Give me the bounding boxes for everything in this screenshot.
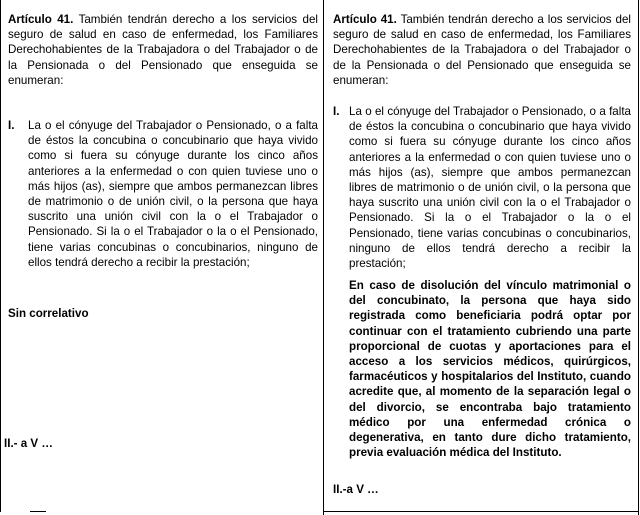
right-article-text: También tendrán derecho a los servicios del seguro de salud en caso de enfermedad, los Familiares Derechohabientes de la Trabajadora o del Trabajador o de la Pensionada o del Pensionado que enseguida se enumeran: (333, 13, 631, 87)
right-item-i (333, 104, 631, 271)
table-border-left (0, 0, 1, 512)
table-border-right (638, 0, 639, 515)
right-added-text: En caso de disolución del vínculo matrimonial o del concubinato, la persona que haya sido registrada como beneficiaria podrá optar por continuar con el tratamiento cubriendo una parte proporcional de cuotas y aportaciones para el acceso a los servicios médicos, quirúrgicos, farmacéuticos y hospitalarios del Instituto, cuando acredite que, al momento de la separación legal o del divorcio, se encontraba bajo tratamiento médico por una enfermedad crónica o degenerativa, en tanto dure dicho tratamiento, previa evaluación médica del Instituto. (349, 279, 631, 460)
left-item-number: I. (8, 119, 15, 132)
right-footer: II.-a V … (333, 483, 379, 496)
left-article (8, 12, 318, 88)
left-sin-correlativo: Sin correlativo (8, 307, 89, 320)
table-border-bottom (324, 511, 639, 512)
column-divider (323, 0, 324, 515)
right-article (333, 12, 631, 88)
right-article-label: Artículo 41. (333, 13, 397, 26)
left-item-text: La o el cónyuge del Trabajador o Pensionado, o a falta de éstos la concubina o concubinario que haya vivido como si fuera su cónyuge durante los cinco años anteriores a la enfermedad o con quien tuviese uno o más hijos (as), siempre que ambos permanezcan libres de matrimonio o de unión civil, o la persona que haya suscrito una unión civil con la o el Trabajador o Pensionado. Si la o el Trabajador o la o el Pensionado, tiene varias concubinas o concubinarios, ninguno de ellos tendrá derecho a recibir la prestación; (28, 119, 318, 269)
left-article-label: Artículo 41. (8, 13, 74, 26)
table-border-bottom-stub (30, 511, 46, 512)
right-item-number: I. (333, 105, 340, 118)
right-item-text: La o el cónyuge del Trabajador o Pensionado, o a falta de éstos la concubina o concubinario que haya vivido como si fuera su cónyuge durante los cinco años anteriores a la enfermedad o con quien tuviese uno o más hijos (as), siempre que ambos permanezcan libres de matrimonio o de unión civil, o la persona que haya suscrito una unión civil con la o el Trabajador o Pensionado. Si la o el Trabajador o la o el Pensionado, tiene varias concubinas o concubinarios, ninguno de ellos tendrá derecho a recibir la prestación; (349, 105, 631, 271)
left-footer: II.- a V … (4, 437, 53, 450)
left-article-text: También tendrán derecho a los servicios del seguro de salud en caso de enfermedad, los Familiares Derechohabientes de la Trabajadora o del Trabajador o de la Pensionada o del Pensionado que enseguida se enumeran: (8, 13, 318, 87)
left-item-i (8, 118, 318, 270)
